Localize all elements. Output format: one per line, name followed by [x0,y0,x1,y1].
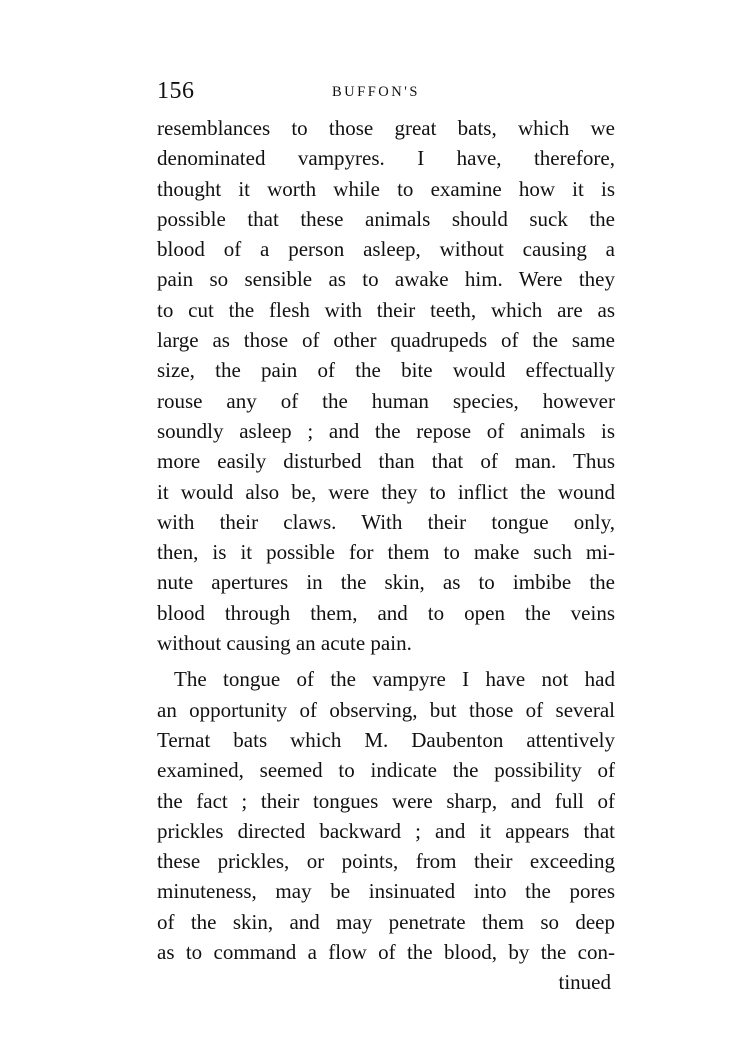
text-line: pain so sensible as to awake him. Were they [157,267,615,292]
text-line: blood of a person asleep, without causing a [157,237,615,262]
text-line: thought it worth while to examine how it is [157,176,615,201]
text-line: to cut the flesh with their teeth, which are as [157,297,615,322]
text-line: nute apertures in the skin, as to imbibe the [157,570,615,595]
paragraph [157,664,615,967]
text-line: rouse any of the human species, however [157,388,615,413]
text-line: these prickles, or points, from their exceeding [157,849,615,874]
text-line: with their claws. With their tongue only, [157,509,615,534]
catchword: tinued [558,970,611,995]
text-line: Ternat bats which M. Daubenton attentively [157,727,615,752]
text-line: the fact ; their tongues were sharp, and full of [157,788,615,813]
text-line: minuteness, may be insinuated into the pores [157,879,615,904]
text-line: then, is it possible for them to make such mi- [157,540,615,565]
text-line: examined, seemed to indicate the possibility of [157,758,615,783]
text-line: of the skin, and may penetrate them so deep [157,909,615,934]
body-text [157,113,615,998]
paragraph [157,113,615,658]
running-head [157,76,615,106]
text-line: soundly asleep ; and the repose of animals is [157,418,615,443]
text-line: size, the pain of the bite would effectually [157,358,615,383]
text-line: resemblances to those great bats, which we [157,116,615,140]
text-line: more easily disturbed than that of man. Thus [157,449,615,474]
running-title: BUFFON'S [332,84,420,100]
text-line: an opportunity of observing, but those of several [157,697,615,722]
page-number: 156 [157,78,195,104]
text-line: possible that these animals should suck the [157,206,615,231]
text-line: The tongue of the vampyre I have not had [174,667,615,692]
text-line: blood through them, and to open the veins [157,600,615,625]
text-line: it would also be, were they to inflict the wound [157,479,615,504]
text-line: large as those of other quadrupeds of the same [157,328,615,353]
text-line: as to command a flow of the blood, by the con- [157,940,615,965]
text-line: prickles directed backward ; and it appears that [157,818,615,843]
text-line: without causing an acute pain. [157,631,412,656]
text-line: denominated vampyres. I have, therefore, [157,146,615,171]
